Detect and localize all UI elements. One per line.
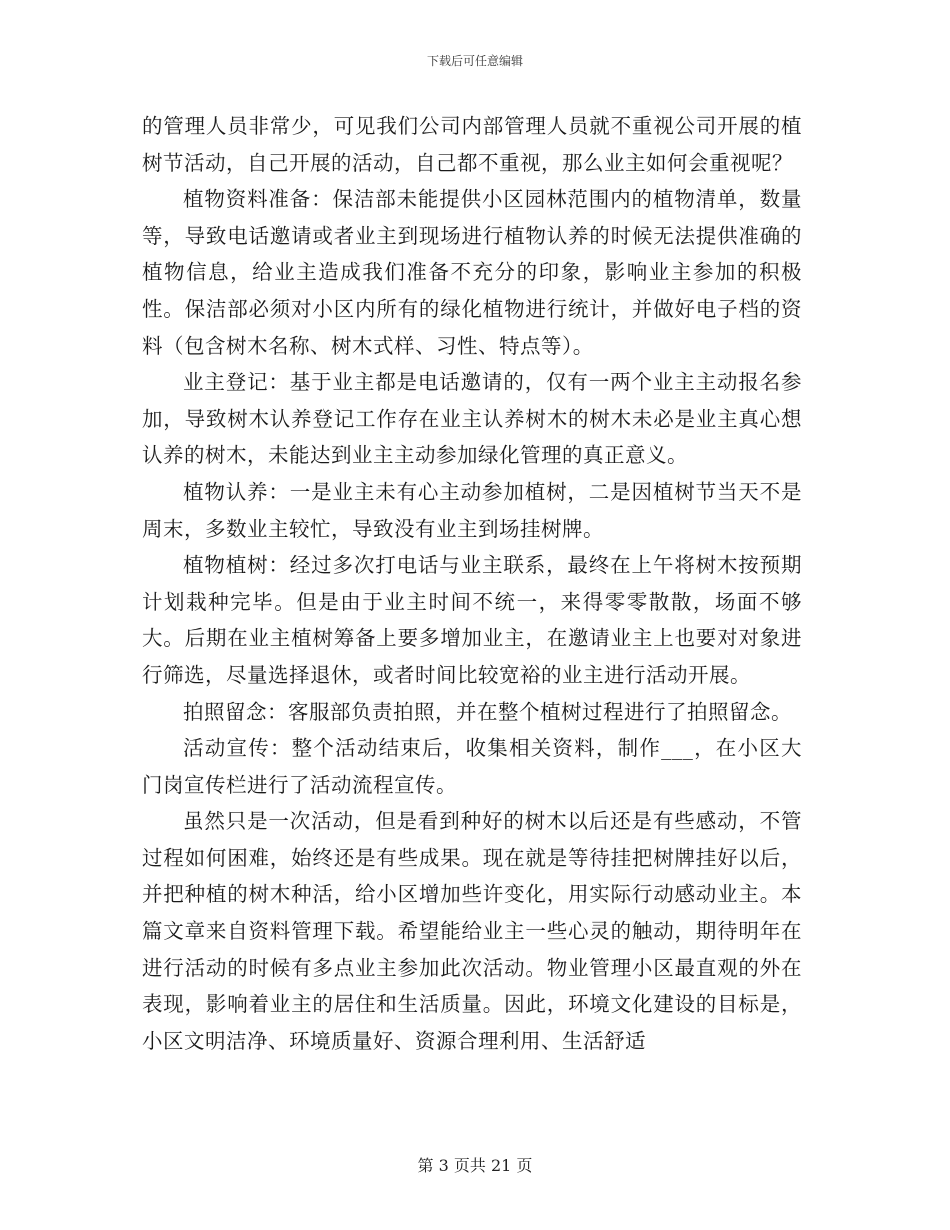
document-body [142,108,802,1059]
page-header-note: 下载后可任意编辑 [426,54,523,68]
paragraph: 业主登记：基于业主都是电话邀请的，仅有一两个业主主动报名参加，导致树木认养登记工作存在业主认养树木的树木未必是业主真心想认养的树木，未能达到业主主动参加绿化管理的真正意义。 [142,370,802,468]
paragraph: 植物植树：经过多次打电话与业主联系，最终在上午将树木按预期计划栽种完毕。但是由于业主时间不统一，来得零零散散，场面不够大。后期在业主植树筹备上要多增加业主，在邀请业主上也要对对象进行筛选，尽量选择退休，或者时间比较宽裕的业主进行活动开展。 [142,553,802,687]
paragraph: 植物资料准备：保洁部未能提供小区园林范围内的植物清单，数量等，导致电话邀请或者业主到现场进行植物认养的时候无法提供准确的植物信息，给业主造成我们准备不充分的印象，影响业主参加的积极性。保洁部必须对小区内所有的绿化植物进行统计，并做好电子档的资料（包含树木名称、树木式样、习性、特点等）。 [142,187,802,358]
page-number-footer: 第 3 页共 21 页 [417,1156,533,1175]
paragraph: 虽然只是一次活动，但是看到种好的树木以后还是有些感动，不管过程如何困难，始终还是有些成果。现在就是等待挂把树牌挂好以后，并把种植的树木种活，给小区增加些许变化，用实际行动感动业主。本篇文章来自资料管理下载。希望能给业主一些心灵的触动，期待明年在进行活动的时候有多点业主参加此次活动。物业管理小区最直观的外在表现，影响着业主的居住和生活质量。因此，环境文化建设的目标是，小区文明洁净、环境质量好、资源合理利用、生活舒适 [142,809,802,1053]
paragraph: 拍照留念：客服部负责拍照，并在整个植树过程进行了拍照留念。 [183,699,792,724]
paragraph: 的管理人员非常少，可见我们公司内部管理人员就不重视公司开展的植树节活动，自己开展的活动，自己都不重视，那么业主如何会重视呢？ [142,114,802,175]
paragraph: 活动宣传：整个活动结束后，收集相关资料，制作___，在小区大门岗宣传栏进行了活动流程宣传。 [142,736,802,797]
paragraph: 植物认养：一是业主未有心主动参加植树，二是因植树节当天不是周末，多数业主较忙，导致没有业主到场挂树牌。 [142,479,802,541]
